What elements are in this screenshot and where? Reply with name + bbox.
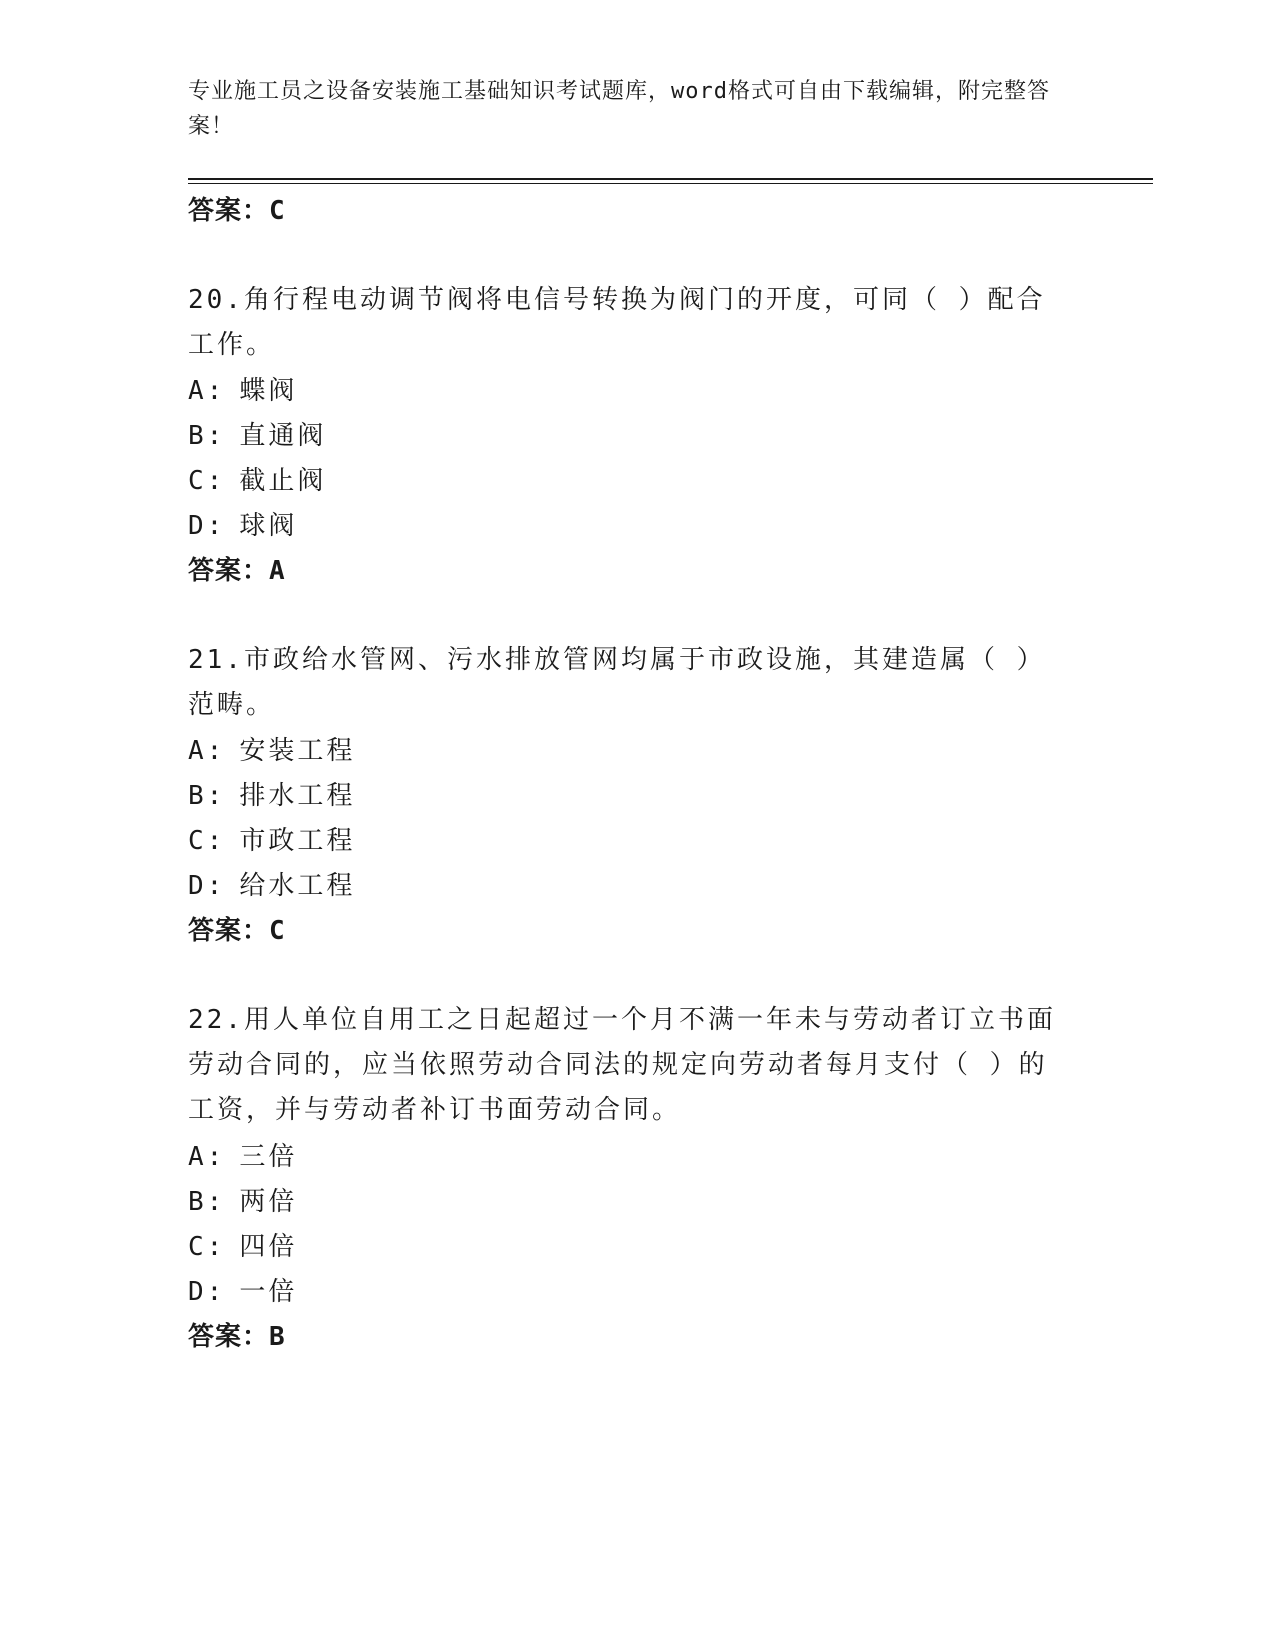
- header-divider-thick: [188, 178, 1153, 180]
- option-text: 市政工程: [239, 826, 356, 856]
- option-21-b: [188, 775, 355, 812]
- question-21: 21.市政给水管网、污水排放管网均属于市政设施，其建造属（ ）范畴。: [188, 645, 1046, 720]
- option-text: 安装工程: [239, 736, 356, 766]
- option-label: D:: [188, 511, 226, 541]
- answer-21: 答案：C: [188, 916, 286, 946]
- question-22: 22.用人单位自用工之日起超过一个月不满一年未与劳动者订立书面劳动合同的，应当依照劳动合同法的规定向劳动者每月支付（ ）的工资，并与劳动者补订书面劳动合同。: [188, 1005, 1056, 1125]
- option-text: 球阀: [239, 511, 298, 541]
- option-20-a: [188, 370, 297, 407]
- option-22-a: [188, 1136, 297, 1173]
- document-header: 专业施工员之设备安装施工基础知识考试题库，word格式可自由下载编辑，附完整答案！: [188, 79, 1050, 139]
- option-label: A:: [188, 736, 226, 766]
- option-text: 蝶阀: [239, 376, 298, 406]
- option-21-d: [188, 865, 355, 902]
- option-21-c: [188, 820, 355, 857]
- answer-22: 答案：B: [188, 1322, 286, 1352]
- option-text: 一倍: [239, 1277, 298, 1307]
- option-20-c: [188, 460, 326, 497]
- option-text: 排水工程: [239, 781, 356, 811]
- option-label: C:: [188, 1232, 226, 1262]
- option-text: 四倍: [239, 1232, 298, 1262]
- option-text: 两倍: [239, 1187, 298, 1217]
- option-label: B:: [188, 781, 226, 811]
- option-20-d: [188, 505, 297, 542]
- option-22-b: [188, 1181, 297, 1218]
- option-label: D:: [188, 1277, 226, 1307]
- option-label: D:: [188, 871, 226, 901]
- option-label: A:: [188, 1142, 226, 1172]
- option-21-a: [188, 730, 355, 767]
- header-divider-thin: [188, 183, 1153, 184]
- option-text: 直通阀: [239, 421, 327, 451]
- question-20: 20.角行程电动调节阀将电信号转换为阀门的开度，可同（ ）配合工作。: [188, 285, 1046, 360]
- option-text: 三倍: [239, 1142, 298, 1172]
- option-20-b: [188, 415, 326, 452]
- option-22-c: [188, 1226, 297, 1263]
- option-label: B:: [188, 1187, 226, 1217]
- option-label: A:: [188, 376, 226, 406]
- option-22-d: [188, 1271, 297, 1308]
- option-label: C:: [188, 826, 226, 856]
- answer-prev: 答案：C: [188, 196, 286, 226]
- option-label: B:: [188, 421, 226, 451]
- option-text: 截止阀: [239, 466, 327, 496]
- option-label: C:: [188, 466, 226, 496]
- answer-20: 答案：A: [188, 556, 286, 586]
- option-text: 给水工程: [239, 871, 356, 901]
